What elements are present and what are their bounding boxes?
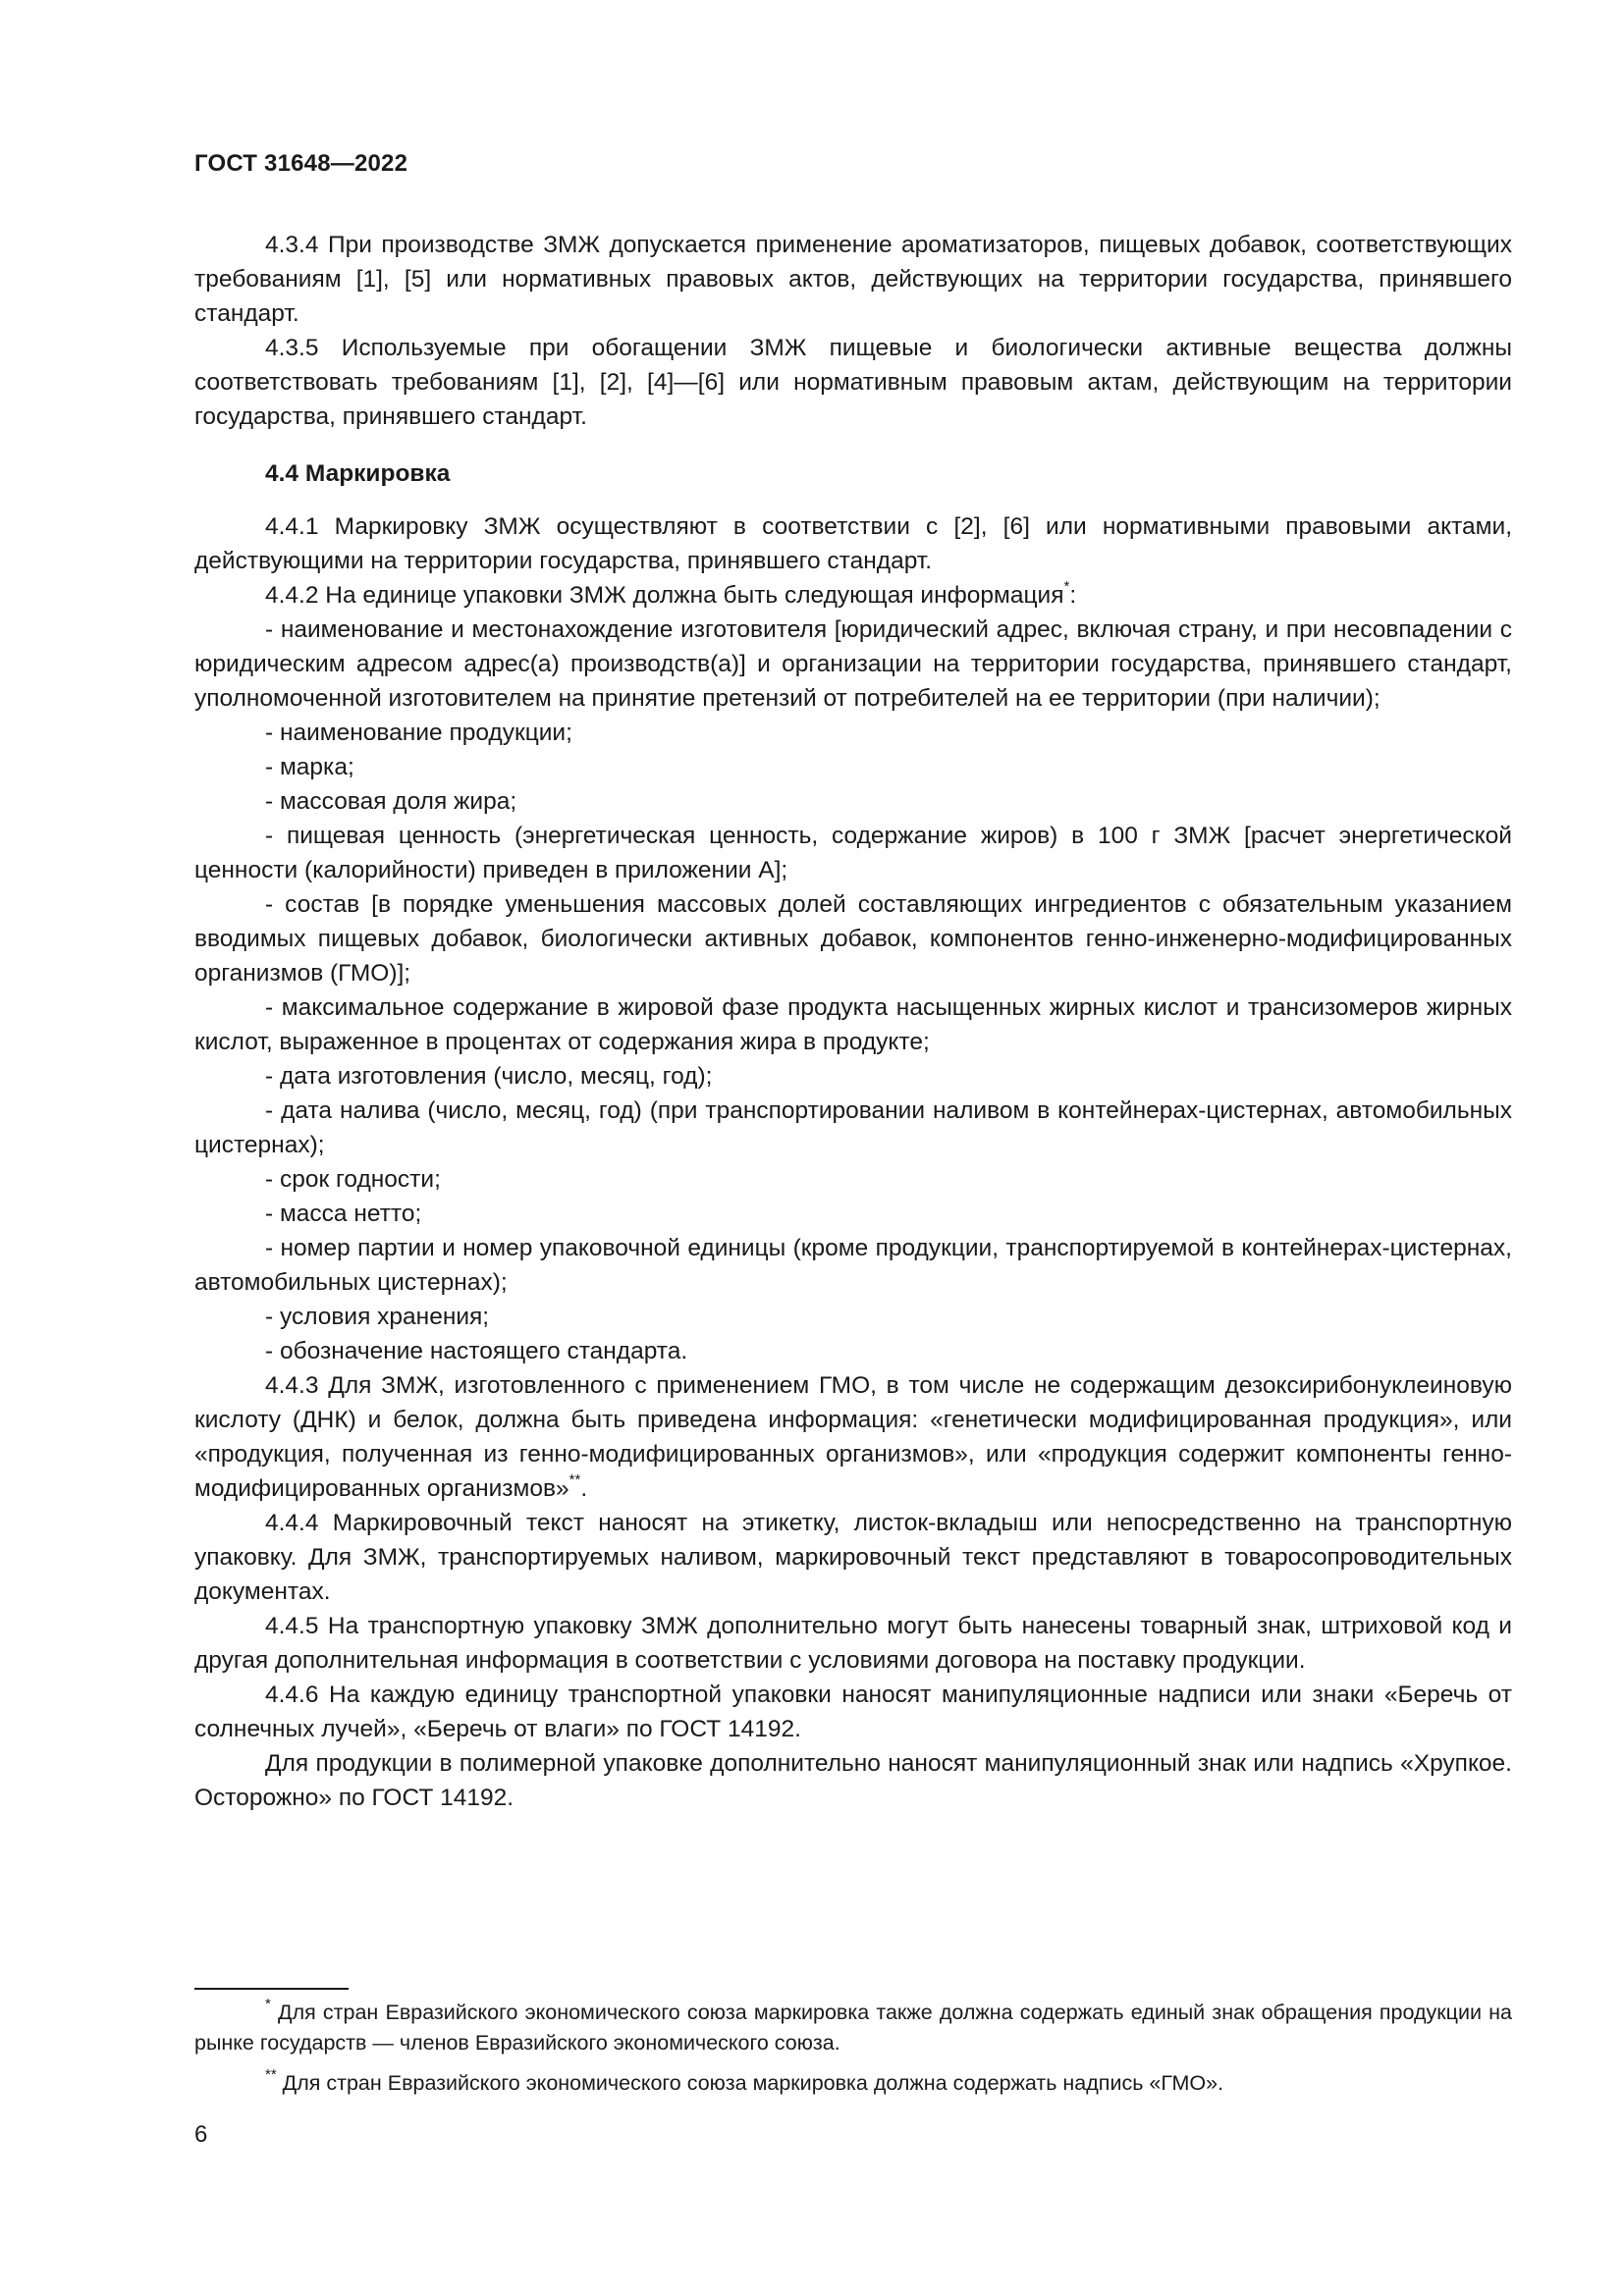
footnote-mark: * [265,1995,271,2012]
footnotes [194,1995,1512,2109]
list-item: - номер партии и номер упаковочной единицы (кроме продукции, транспортируемой в контейнерах-цистернах, автомобильных цистернах); [194,1235,1512,1296]
list-item: - срок годности; [265,1166,441,1193]
list-item: - дата налива (число, месяц, год) (при транспортировании наливом в контейнерах-цистернах, автомобильных цистернах); [194,1097,1512,1158]
list-item: - обозначение настоящего стандарта. [265,1338,688,1364]
footnote-ref-1: * [1063,577,1070,595]
list-item: - массовая доля жира; [265,788,517,815]
footnote-text: Для стран Евразийского экономического союза маркировка также должна содержать единый знак обращения продукции на рынке государств — членов Евразийского экономического союза. [194,2001,1512,2055]
list-item: - максимальное содержание в жировой фазе продукта насыщенных жирных кислот и трансизомеров жирных кислот, выраженное в процентах от содержания жира в продукте; [194,994,1512,1055]
list-item: - марка; [265,754,354,780]
paragraph-4-4-1: 4.4.1 Маркировку ЗМЖ осуществляют в соответствии с [2], [6] или нормативными правовыми актами, действующими на территории государства, принявшего стандарт. [194,513,1512,574]
paragraph-4-3-5: 4.3.5 Используемые при обогащении ЗМЖ пищевые и биологически активные вещества должны соответствовать требованиям [1], [2], [4]—[6] или нормативным правовым актам, действующим на территории государства, принявшего стандарт. [194,335,1512,430]
paragraph-4-4-2 [194,578,1512,613]
list-item: - наименование и местонахождение изготовителя [юридический адрес, включая страну, и при несовпадении с юридическим адресом адрес(а) производств(а)] и организации на территории государства, принявшего стандарт, уполномоченной изготовителем на принятие претензий от потребителей на ее территории (при наличии); [194,616,1512,712]
paragraph-4-4-3 [194,1368,1512,1506]
paragraph-text: 4.4.2 На единице упаковки ЗМЖ должна быть следующая информация [265,582,1064,609]
section-title: 4.4 Маркировка [265,460,451,487]
paragraph-text: 4.4.3 Для ЗМЖ, изготовленного с применением ГМО, в том числе не содержащим дезоксирибонуклеиновую кислоту (ДНК) и белок, должна быть приведена информация: «генетически модифицированная продукция», или «продукция, полученная из генно-модифицированных организмов», или «продукция содержит компоненты генно-модифицированных организмов» [194,1372,1512,1502]
paragraph-4-4-6: 4.4.6 На каждую единицу транспортной упаковки наносят манипуляционные надписи или знаки «Беречь от солнечных лучей», «Беречь от влаги» по ГОСТ 14192. [194,1682,1512,1742]
document-body [194,228,1512,1815]
list-item: - состав [в порядке уменьшения массовых долей составляющих ингредиентов с обязательным указанием вводимых пищевых добавок, биологически активных добавок, компонентов генно-инженерно-модифицированных организмов (ГМО)]; [194,891,1512,987]
footnote-mark: ** [265,2065,277,2083]
list-item: - пищевая ценность (энергетическая ценность, содержание жиров) в 100 г ЗМЖ [расчет энергетической ценности (калорийности) приведен в приложении А]; [194,823,1512,883]
paragraph-4-4-5: 4.4.5 На транспортную упаковку ЗМЖ дополнительно могут быть нанесены товарный знак, штриховой код и другая дополнительная информация в соответствии с условиями договора на поставку продукции. [194,1613,1512,1674]
page-number: 6 [194,2121,208,2148]
footnote [194,1995,1512,2058]
footnote-divider [194,1988,349,1990]
footnote [194,2065,1512,2099]
paragraph-tail: : [1069,582,1077,609]
paragraph-4-3-4: 4.3.4 При производстве ЗМЖ допускается применение ароматизаторов, пищевых добавок, соответствующих требованиям [1], [5] или нормативных правовых актов, действующих на территории государства, принявшего стандарт. [194,232,1512,327]
paragraph-4-4-4: 4.4.4 Маркировочный текст наносят на этикетку, листок-вкладыш или непосредственно на транспортную упаковку. Для ЗМЖ, транспортируемых наливом, маркировочный текст представляют в товаросопроводительных документах. [194,1510,1512,1605]
document-header: ГОСТ 31648—2022 [194,150,408,177]
footnote-text: Для стран Евразийского экономического союза маркировка должна содержать надпись «ГМО». [276,2071,1224,2095]
footnote-ref-2: ** [568,1470,581,1488]
paragraph-polymer-packaging: Для продукции в полимерной упаковке дополнительно наносят манипуляционный знак или надпись «Хрупкое. Осторожно» по ГОСТ 14192. [194,1750,1512,1811]
list-item: - наименование продукции; [265,720,572,746]
paragraph-tail: . [580,1475,588,1502]
list-item: - масса нетто; [265,1201,422,1227]
list-item: - условия хранения; [265,1304,490,1330]
list-item: - дата изготовления (число, месяц, год); [265,1063,713,1090]
